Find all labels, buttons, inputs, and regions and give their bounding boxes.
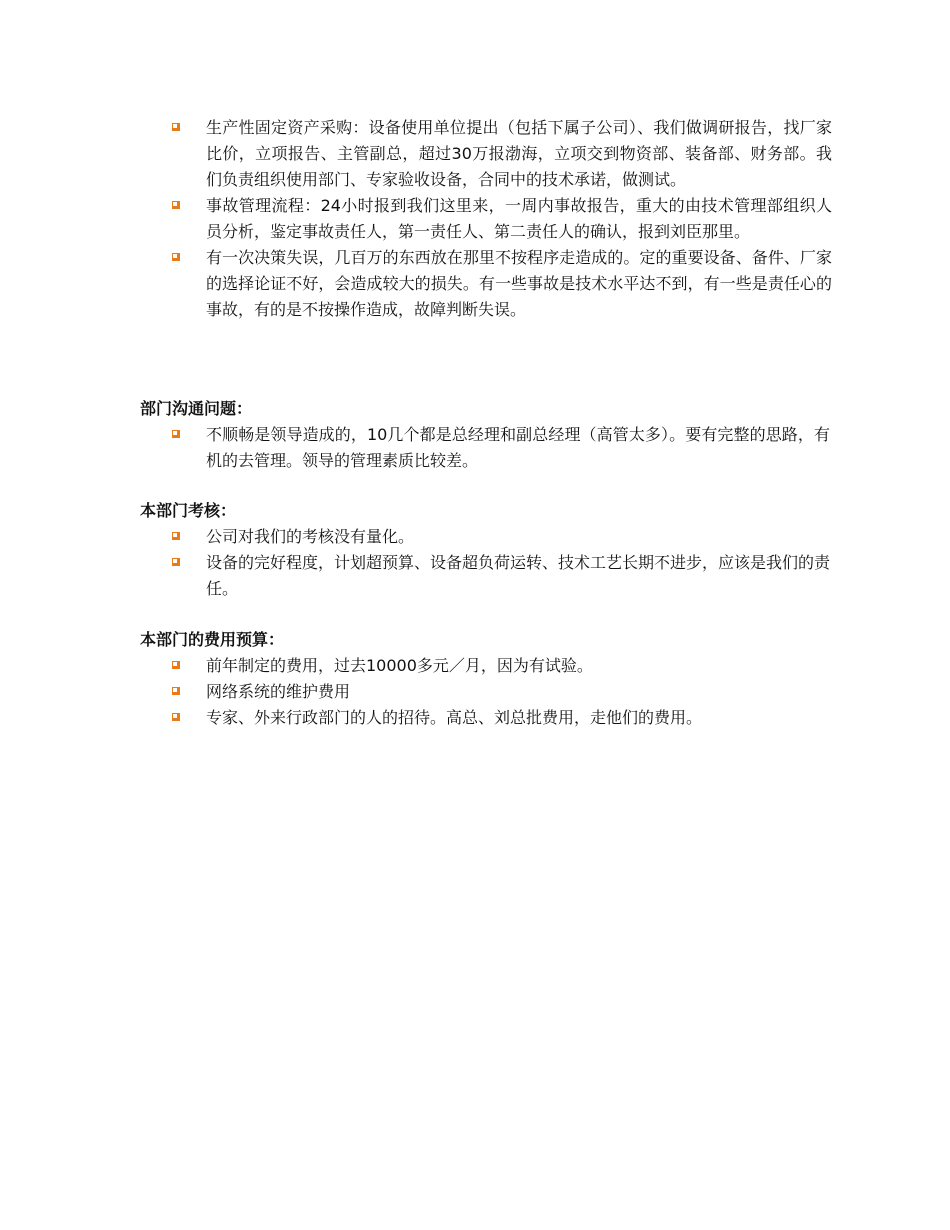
list-item-text: 事故管理流程：24小时报到我们这里来，一周内事故报告，重大的由技术管理部组织人员分析，鉴定事故责任人，第一责任人、第二责任人的确认，报到刘臣那里。 bbox=[206, 196, 832, 241]
list-item-text: 前年制定的费用，过去10000多元／月，因为有试验。 bbox=[206, 656, 593, 675]
square-bullet-icon bbox=[172, 253, 180, 261]
square-bullet-icon bbox=[172, 687, 180, 695]
list-item-text: 公司对我们的考核没有量化。 bbox=[206, 527, 415, 546]
communication-section bbox=[140, 396, 830, 474]
list-item bbox=[172, 422, 830, 474]
list-item bbox=[172, 705, 830, 731]
list-item-text: 网络系统的维护费用 bbox=[206, 682, 351, 701]
assessment-list bbox=[172, 524, 830, 602]
list-item bbox=[172, 115, 832, 193]
procedure-list bbox=[172, 115, 832, 323]
assessment-section bbox=[140, 498, 830, 602]
square-bullet-icon bbox=[172, 713, 180, 721]
square-bullet-icon bbox=[172, 123, 180, 131]
section-heading: 本部门的费用预算： bbox=[140, 630, 285, 649]
square-bullet-icon bbox=[172, 558, 180, 566]
list-item bbox=[172, 653, 830, 679]
communication-list bbox=[172, 422, 830, 474]
list-item bbox=[172, 679, 830, 705]
section-heading: 本部门考核： bbox=[140, 501, 237, 520]
list-item bbox=[172, 524, 830, 550]
square-bullet-icon bbox=[172, 661, 180, 669]
square-bullet-icon bbox=[172, 201, 180, 209]
budget-section bbox=[140, 627, 830, 731]
list-item bbox=[172, 550, 830, 602]
section-heading: 部门沟通问题： bbox=[140, 399, 253, 418]
square-bullet-icon bbox=[172, 430, 180, 438]
list-item bbox=[172, 245, 832, 323]
list-item bbox=[172, 193, 832, 245]
square-bullet-icon bbox=[172, 532, 180, 540]
budget-list bbox=[172, 653, 830, 731]
list-item-text: 生产性固定资产采购：设备使用单位提出（包括下属子公司）、我们做调研报告，找厂家比价，立项报告、主管副总，超过30万报渤海，立项交到物资部、装备部、财务部。我们负责组织使用部门、专家验收设备，合同中的技术承诺，做测试。 bbox=[206, 118, 832, 189]
list-item-text: 设备的完好程度，计划超预算、设备超负荷运转、技术工艺长期不进步，应该是我们的责任。 bbox=[206, 553, 831, 598]
list-item-text: 不顺畅是领导造成的，10几个都是总经理和副总经理（高管太多）。要有完整的思路，有机的去管理。领导的管理素质比较差。 bbox=[206, 425, 830, 470]
list-item-text: 有一次决策失误，几百万的东西放在那里不按程序走造成的。定的重要设备、备件、厂家的选择论证不好，会造成较大的损失。有一些事故是技术水平达不到，有一些是责任心的事故，有的是不按操作造成，故障判断失误。 bbox=[206, 248, 832, 319]
list-item-text: 专家、外来行政部门的人的招待。高总、刘总批费用，走他们的费用。 bbox=[206, 708, 703, 727]
